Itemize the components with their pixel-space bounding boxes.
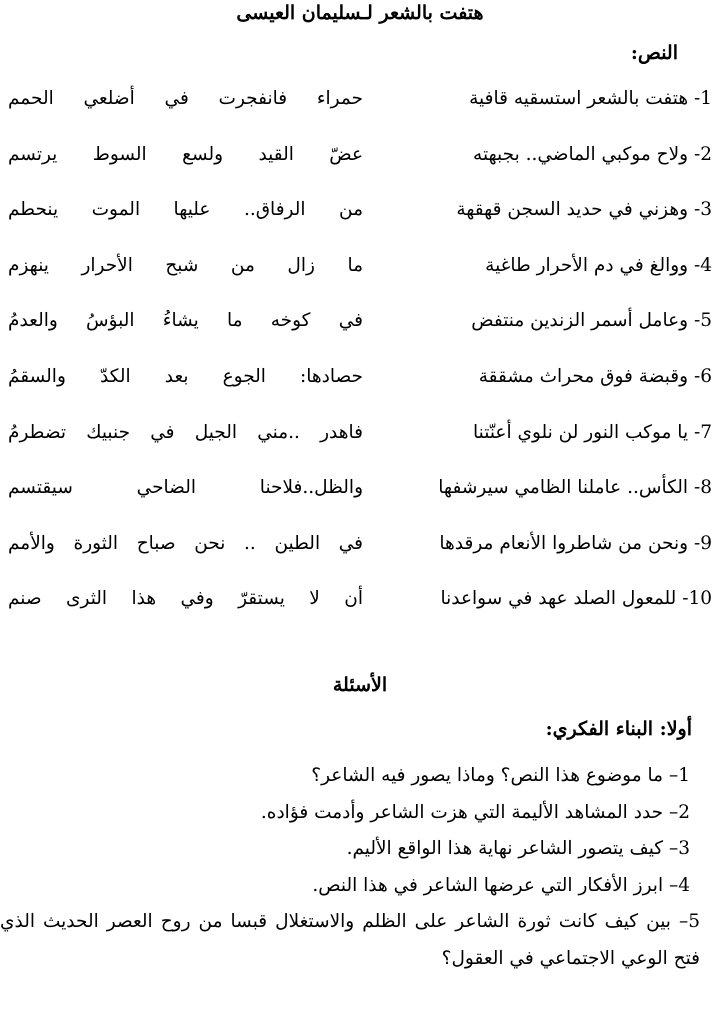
verse-second-half: أن لا يستقرّ وفي هذا الثرى صنم: [8, 588, 363, 610]
verse-second-half: فاهدر ..مني الجيل في جنبيك تضطرمُ: [8, 421, 363, 443]
verse-second-half: حمراء فانفجرت في أضلعي الحمم: [8, 88, 363, 109]
verse-second-half: في الطين .. نحن صباح الثورة والأمم: [8, 532, 363, 554]
question-item: 1– ما موضوع هذا النص؟ وماذا يصور فيه الشاعر؟: [311, 765, 690, 786]
section-heading-intellectual-structure: أولا: البناء الفكري:: [545, 718, 692, 740]
verse-first-half: 6- وقبضة فوق محراث مشققة: [478, 365, 712, 387]
questions-list: [0, 758, 700, 977]
verse-first-half: 10- للمعول الصلد عهد في سواعدنا: [440, 588, 712, 610]
question-item: 4– ابرز الأفكار التي عرضها الشاعر في هذا النص.: [312, 874, 690, 896]
verse-first-half: 2- ولاح موكبي الماضي.. بجبهته: [473, 143, 712, 165]
verse-first-half: 5- وعامل أسمر الزندين منتفض: [471, 310, 712, 332]
poem-verse: [0, 306, 720, 362]
verse-first-half: 3- وهزني في حديد السجن قهقهة: [456, 199, 712, 221]
text-heading: النص:: [630, 42, 678, 64]
verse-first-half: 9- ونحن من شاطروا الأنعام مرقدها: [439, 532, 712, 554]
verse-second-half: من الرفاق.. عليها الموت ينحطم: [8, 199, 363, 221]
verse-second-half: عضّ القيد ولسع السوط يرتسم: [8, 143, 363, 165]
poem-verse: [0, 418, 720, 474]
poem-verse: [0, 529, 720, 585]
poem-verse: [0, 473, 720, 529]
poem-verse: [0, 195, 720, 251]
verse-first-half: 1- هتفت بالشعر استسقيه قافية: [469, 88, 712, 109]
poem-verse: [0, 84, 720, 140]
verse-second-half: حصادها: الجوع بعد الكدّ والسقمُ: [8, 365, 363, 387]
questions-heading: الأسئلة: [332, 674, 388, 696]
poem: [0, 84, 720, 640]
poem-verse: [0, 584, 720, 640]
poem-verse: [0, 362, 720, 418]
question-item: 3– كيف يتصور الشاعر نهاية هذا الواقع الأليم.: [346, 838, 690, 859]
poem-verse: [0, 140, 720, 196]
question-item: 5– بين كيف كانت ثورة الشاعر على الظلم والاستغلال قبسا من روح العصر الحديث الذي فتح الوعي الاجتماعي في العقول؟: [0, 911, 700, 969]
question-item: 2– حدد المشاهد الأليمة التي هزت الشاعر وأدمت فؤاده.: [260, 801, 690, 823]
poem-verse: [0, 251, 720, 307]
verse-second-half: والظل..فلاحنا الضاحي سيقتسم: [8, 477, 363, 499]
verse-first-half: 8- الكأس.. عاملنا الظامي سيرشفها: [438, 477, 712, 499]
verse-first-half: 4- ووالغ في دم الأحرار طاغية: [485, 254, 712, 276]
verse-first-half: 7- يا موكب النور لن نلوي أعنّتنا: [473, 421, 712, 443]
verse-second-half: ما زال من شبح الأحرار ينهزم: [8, 254, 363, 276]
verse-second-half: في كوخه ما يشاءُ البؤسُ والعدمُ: [8, 310, 363, 332]
page-title: هتفت بالشعر لـسليمان العيسى: [236, 2, 484, 24]
